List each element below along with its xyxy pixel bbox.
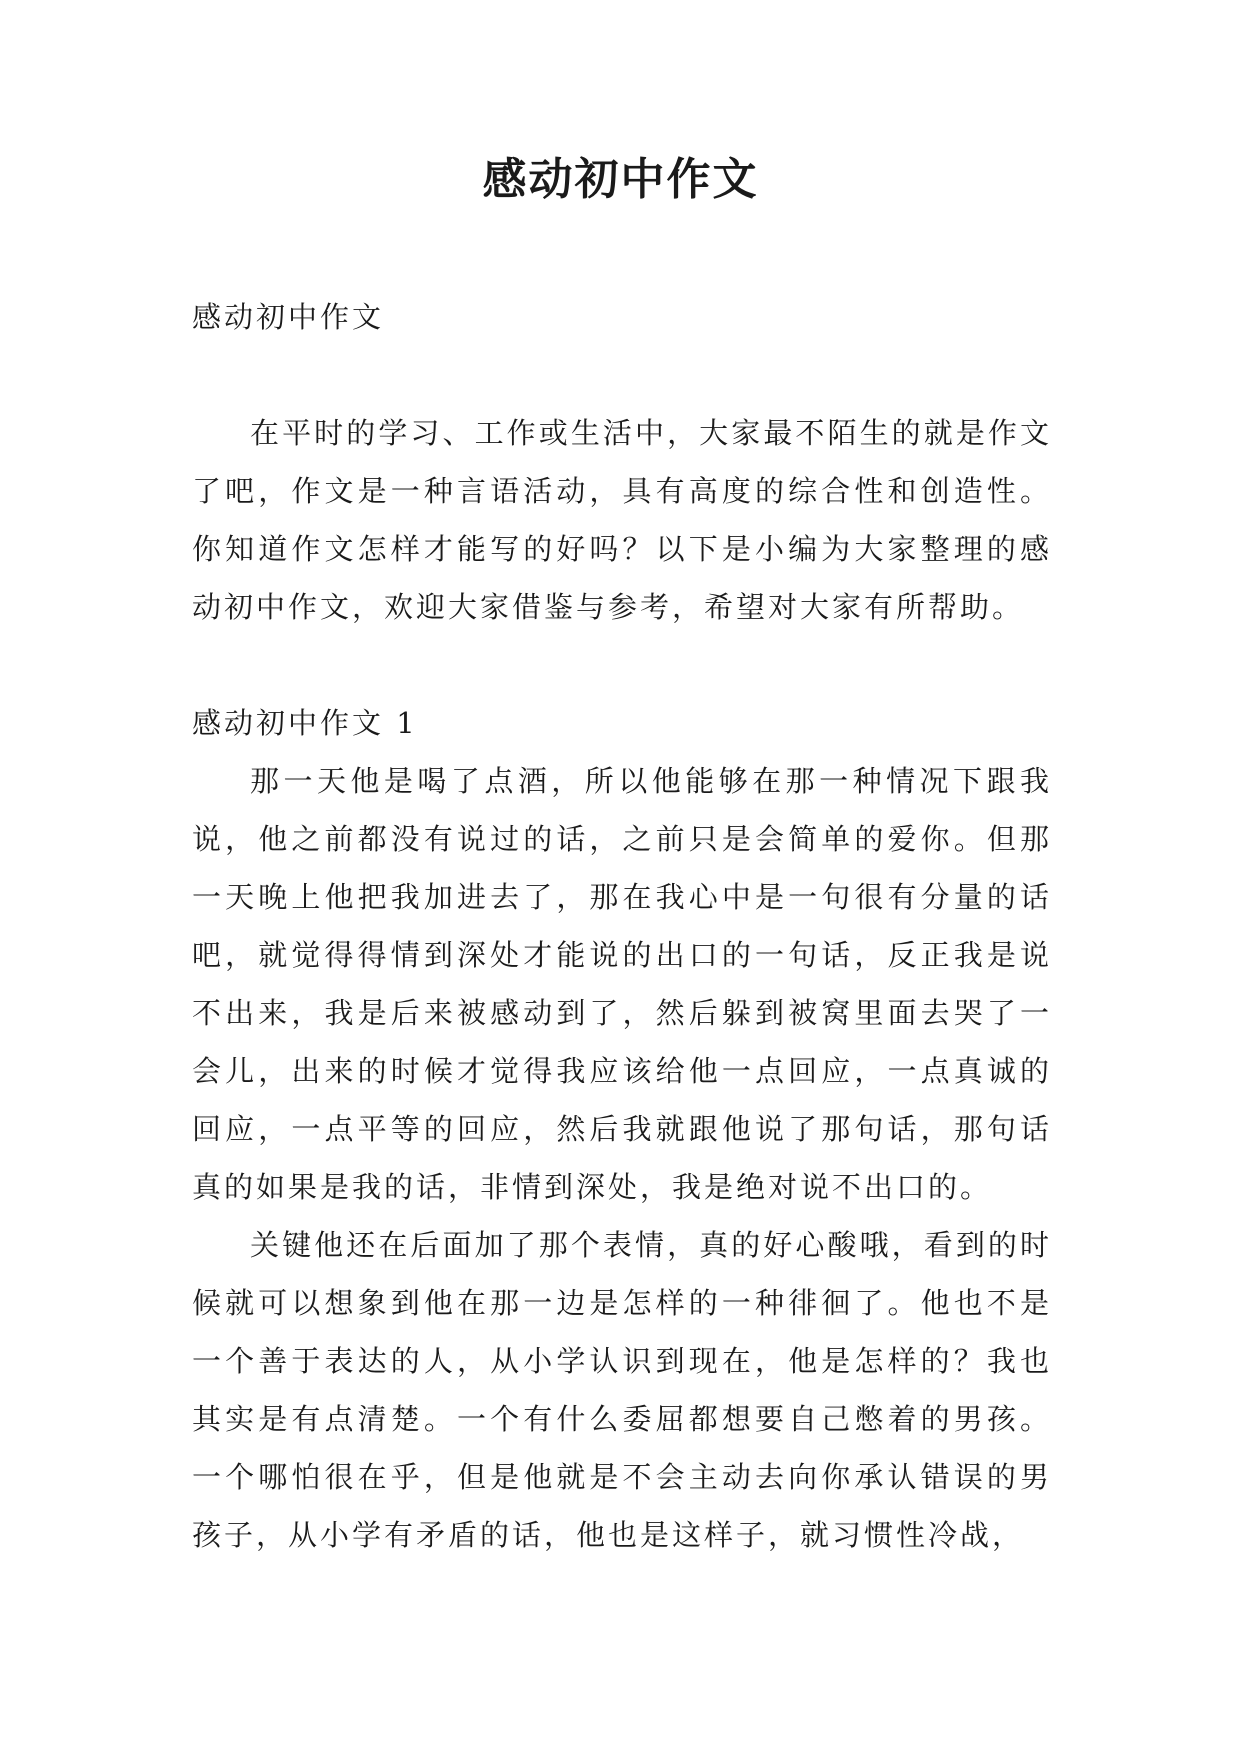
section-heading: 感动初中作文 1 xyxy=(192,706,418,740)
intro-paragraph: 在平时的学习、工作或生活中，大家最不陌生的就是作文了吧，作文是一种言语活动，具有高度的综合性和创造性。你知道作文怎样才能写的好吗？以下是小编为大家整理的感动初中作文，欢迎大家借鉴与参考，希望对大家有所帮助。 xyxy=(192,416,1052,624)
body-paragraph-2: 关键他还在后面加了那个表情，真的好心酸哦，看到的时候就可以想象到他在那一边是怎样的一种徘徊了。他也不是一个善于表达的人，从小学认识到现在，他是怎样的？我也其实是有点清楚。一个有什么委屈都想要自己憋着的男孩。一个哪怕很在乎，但是他就是不会主动去向你承认错误的男孩子，从小学有矛盾的话，他也是这样子，就习惯性冷战， xyxy=(192,1228,1052,1552)
document-subtitle: 感动初中作文 xyxy=(192,300,385,334)
document-title: 感动初中作文 xyxy=(482,154,759,205)
document-body xyxy=(192,288,1052,1564)
body-paragraph-1: 那一天他是喝了点酒，所以他能够在那一种情况下跟我说，他之前都没有说过的话，之前只是会简单的爱你。但那一天晚上他把我加进去了，那在我心中是一句很有分量的话吧，就觉得得情到深处才能说的出口的一句话，反正我是说不出来，我是后来被感动到了，然后躲到被窝里面去哭了一会儿，出来的时候才觉得我应该给他一点回应，一点真诚的回应，一点平等的回应，然后我就跟他说了那句话，那句话真的如果是我的话，非情到深处，我是绝对说不出口的。 xyxy=(192,764,1052,1204)
